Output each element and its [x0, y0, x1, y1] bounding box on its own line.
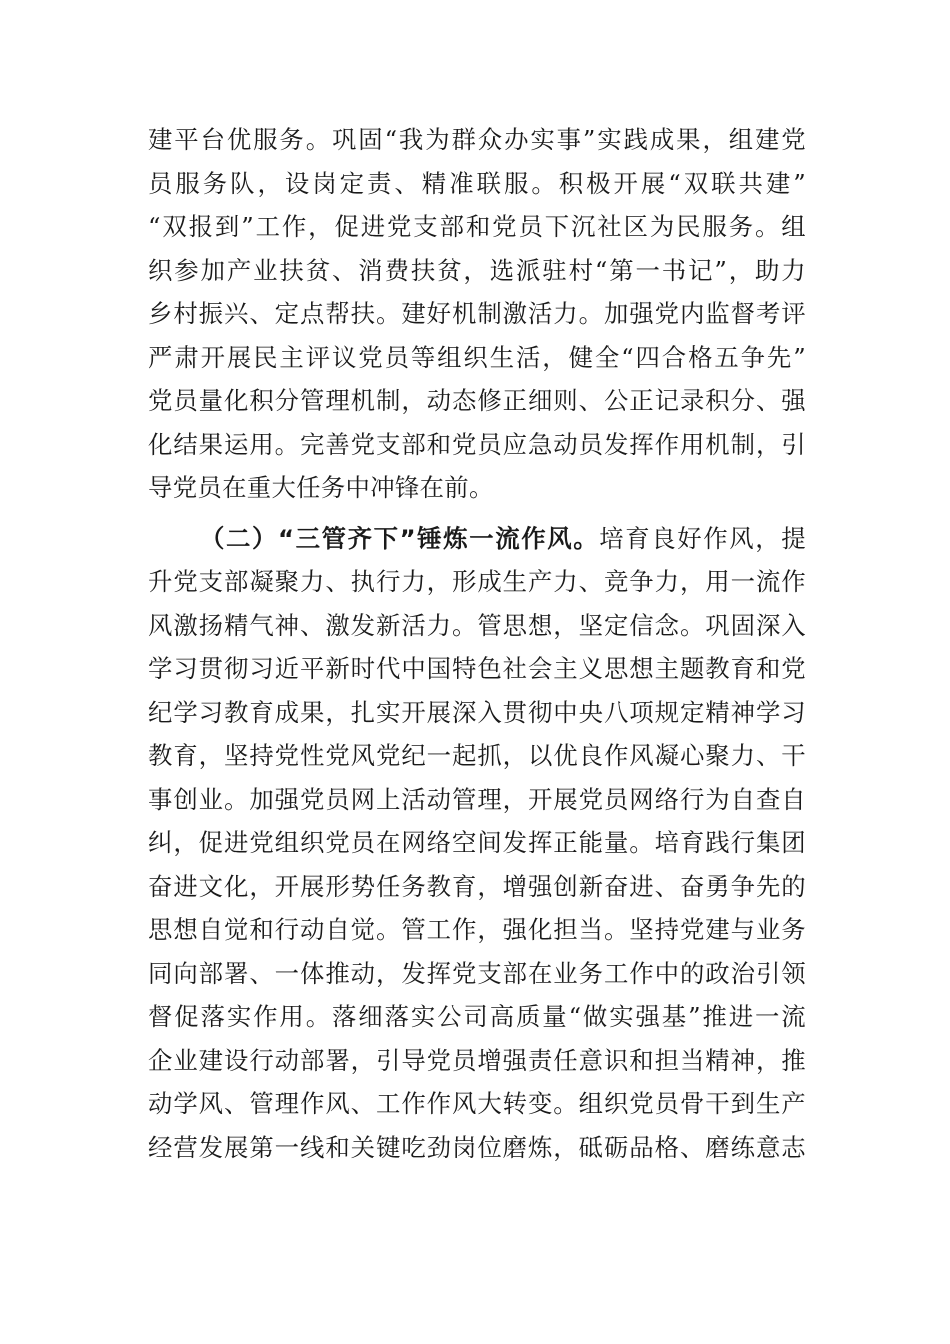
paragraph-line: 事创业。加强党员网上活动管理，开展党员网络行为自查自	[148, 784, 806, 814]
paragraph-first-line	[148, 517, 806, 561]
paragraph-line: 思想自觉和行动自觉。管工作，强化担当。坚持党建与业务	[148, 915, 806, 944]
paragraph-line: 企业建设行动部署，引导党员增强责任意识和担当精神，推	[148, 1045, 806, 1075]
paragraph-1	[148, 118, 806, 510]
paragraph-spacer	[148, 510, 806, 517]
paragraph-line: 严肃开展民主评议党员等组织生活，健全“四合格五争先”	[148, 342, 806, 372]
paragraph-line: 织参加产业扶贫、消费扶贫，选派驻村“第一书记”，助力	[148, 255, 806, 285]
paragraph-line: 化结果运用。完善党支部和党员应急动员发挥作用机制，引	[148, 429, 806, 459]
paragraph-line: 乡村振兴、定点帮扶。建好机制激活力。加强党内监督考评	[148, 299, 806, 328]
paragraph-line: 学习贯彻习近平新时代中国特色社会主义思想主题教育和党	[148, 654, 806, 683]
paragraph-line: 党员量化积分管理机制，动态修正细则、公正记录积分、强	[148, 386, 806, 415]
paragraph-line: 同向部署、一体推动，发挥党支部在业务工作中的政治引领	[148, 958, 806, 988]
paragraph-line: 员服务队，设岗定责、精准联服。积极开展“双联共建”	[148, 168, 806, 198]
paragraph-text: 培育良好作风，提	[599, 523, 806, 553]
paragraph-line: 奋进文化，开展形势任务教育，增强创新奋进、奋勇争先的	[148, 871, 806, 901]
paragraph-line: “双报到”工作，促进党支部和党员下沉社区为民服务。组	[148, 212, 806, 241]
paragraph-2	[148, 517, 806, 1170]
paragraph-line: 督促落实作用。落细落实公司高质量“做实强基”推进一流	[148, 1002, 806, 1031]
paragraph-line: 升党支部凝聚力、执行力，形成生产力、竞争力，用一流作	[148, 567, 806, 596]
paragraph-line: 导党员在重大任务中冲锋在前。	[148, 473, 494, 502]
body-text	[148, 118, 806, 1169]
paragraph-line: 纠，促进党组织党员在网络空间发挥正能量。培育践行集团	[148, 828, 806, 857]
paragraph-line: 建平台优服务。巩固“我为群众办实事”实践成果，组建党	[148, 125, 806, 154]
paragraph-line: 动学风、管理作风、工作作风大转变。组织党员骨干到生产	[148, 1089, 806, 1118]
paragraph-line: 风激扬精气神、激发新活力。管思想，坚定信念。巩固深入	[148, 610, 806, 640]
paragraph-line: 纪学习教育成果，扎实开展深入贯彻中央八项规定精神学习	[148, 697, 806, 727]
paragraph-line: 经营发展第一线和关键吃劲岗位磨炼，砥砺品格、磨练意志	[148, 1132, 806, 1162]
section-heading: （二）“三管齐下”锤炼一流作风。	[200, 523, 600, 553]
paragraph-line: 教育，坚持党性党风党纪一起抓，以优良作风凝心聚力、干	[148, 741, 806, 770]
